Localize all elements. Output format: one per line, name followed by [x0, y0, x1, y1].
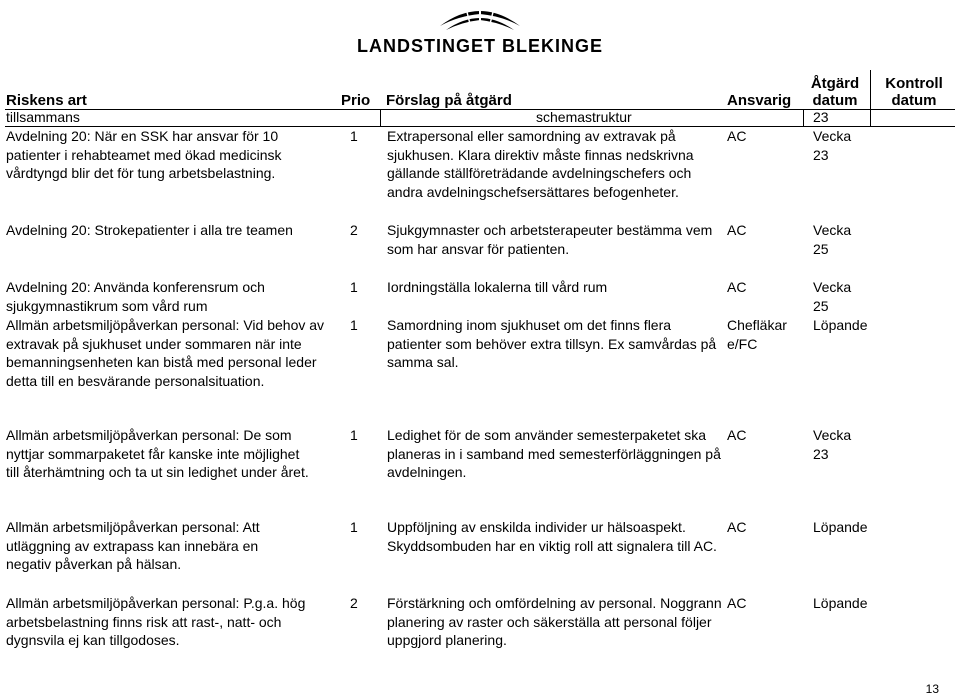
row-4-action: Samordning inom sjukhuset om det finns flera patienter som behöver extra tillsyn. Ex samvårdas på samma sal. — [387, 317, 717, 370]
row-3-action: Iordningställa lokalerna till vård rum — [387, 279, 608, 295]
row-4-risk: Allmän arbetsmiljöpåverkan personal: Vid behov av extravak på sjukhuset under sommaren när inte bemanningsenheten kan bistå med personal leder detta till en besvärande personalsituation. — [6, 317, 325, 389]
row-5-risk: Allmän arbetsmiljöpåverkan personal: De som nyttjar sommarpaketet får kanske inte möjlighet till återhämtning och ta ut sin ledighet under året. — [6, 427, 309, 480]
row-2-risk: Avdelning 20: Strokepatienter i alla tre teamen — [6, 222, 293, 238]
row-2-action: Sjukgymnaster och arbetsterapeuter bestämma vem som har ansvar för patienten. — [387, 222, 713, 257]
row-4-responsible: Chefläkar e/FC — [727, 317, 787, 352]
row-6-responsible: AC — [727, 519, 747, 535]
summary-middle: schemastruktur — [536, 109, 632, 125]
row-1-date: Vecka 23 — [813, 128, 852, 163]
row-5-date: Vecka 23 — [813, 427, 852, 462]
row-3-date: Vecka 25 — [813, 279, 852, 314]
summary-date: 23 — [813, 109, 829, 125]
header-action: Förslag på åtgärd — [386, 92, 512, 109]
header-responsible: Ansvarig — [727, 92, 792, 109]
row-5-action: Ledighet för de som använder semesterpaketet ska planeras in i samband med semesterförläggningen på avdelningen. — [387, 427, 721, 480]
page-number: 13 — [925, 682, 939, 696]
row-2-date: Vecka 25 — [813, 222, 852, 257]
header-control-date: Kontroll datum — [885, 75, 943, 109]
header-prio: Prio — [341, 92, 371, 109]
row-1-action: Extrapersonal eller samordning av extravak på sjukhusen. Klara direktiv måste finnas nedskrivna gällande ställföreträdande avdelningschefers och andra avdelningschefsersättares befogenheter. — [387, 128, 694, 200]
row-3-prio: 1 — [350, 279, 358, 295]
row-7-date: Löpande — [813, 595, 868, 611]
header-action-date: Åtgärd datum — [810, 75, 860, 109]
logo-text: LANDSTINGET BLEKINGE — [356, 36, 603, 56]
row-7-responsible: AC — [727, 595, 747, 611]
row-6-date: Löpande — [813, 519, 868, 535]
summary-divider-1 — [380, 109, 381, 126]
summary-left: tillsammans — [6, 109, 80, 125]
row-6-action: Uppföljning av enskilda individer ur hälsoaspekt. Skyddsombuden har en viktig roll att signalera till AC. — [387, 519, 717, 554]
row-1-risk: Avdelning 20: När en SSK har ansvar för 10 patienter i rehabteamet med ökad medicinsk vårdtyngd blir det för tung arbetsbelastning. — [6, 128, 282, 181]
row-2-responsible: AC — [727, 222, 747, 238]
header-risk: Riskens art — [6, 92, 87, 109]
summary-divider-2 — [803, 109, 804, 126]
row-6-risk: Allmän arbetsmiljöpåverkan personal: Att utläggning av extrapass kan innebära en negativ påverkan på hälsan. — [6, 519, 260, 572]
row-4-date: Löpande — [813, 317, 868, 333]
control-column-divider — [870, 70, 871, 126]
row-3-risk: Avdelning 20: Använda konferensrum och sjukgymnastikrum som vård rum — [6, 279, 265, 314]
row-2-prio: 2 — [350, 222, 358, 238]
row-7-prio: 2 — [350, 595, 358, 611]
row-6-prio: 1 — [350, 519, 358, 535]
row-7-risk: Allmän arbetsmiljöpåverkan personal: P.g.a. hög arbetsbelastning finns risk att rast-, natt- och dygnsvila ej kan tillgodoses. — [6, 595, 306, 648]
logo — [0, 0, 960, 60]
row-5-responsible: AC — [727, 427, 747, 443]
row-3-responsible: AC — [727, 279, 747, 295]
row-5-prio: 1 — [350, 427, 358, 443]
landstinget-logo-icon — [436, 2, 524, 34]
row-1-responsible: AC — [727, 128, 747, 144]
row-4-prio: 1 — [350, 317, 358, 333]
row-7-action: Förstärkning och omfördelning av personal. Noggrann planering av raster och säkerställa att personal följer uppgjord planering. — [387, 595, 722, 648]
row-1-prio: 1 — [350, 128, 358, 144]
